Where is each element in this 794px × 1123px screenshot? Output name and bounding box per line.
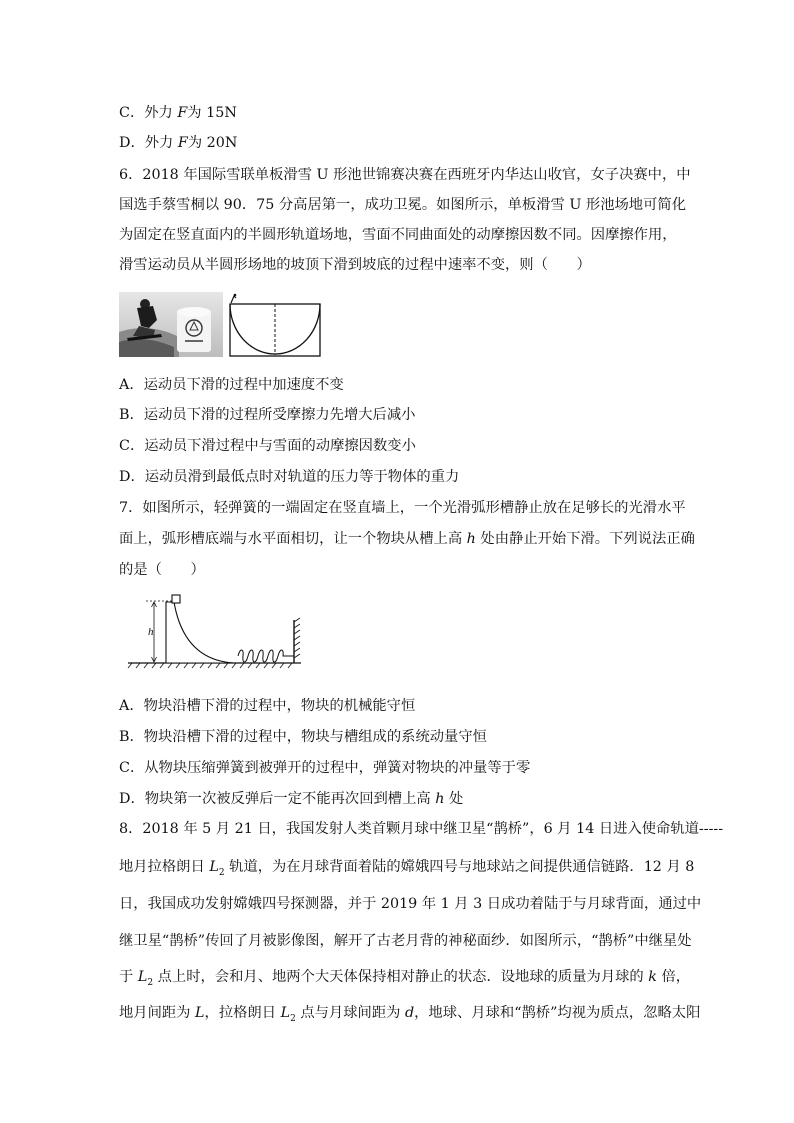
height-label: h [148, 626, 154, 638]
u-pipe-diagram [226, 292, 324, 358]
q6-option-a: A．运动员下滑的过程中加速度不变 [119, 377, 344, 393]
q7-stem-line-1: 7．如图所示，轻弹簧的一端固定在竖直墙上，一个光滑弧形槽静止放在足够长的光滑水平 [119, 500, 686, 516]
q7-stem-line-2: 面上，弧形槽底端与水平面相切，让一个物块从槽上高 h 处由静止开始下滑。下列说法正确 [119, 531, 695, 547]
q8-stem-line-1: 8．2018 年 5 月 21 日，我国发射人类首颗月球中继卫星“鹊桥”，6 月 14 日进入使命轨道----- [119, 821, 724, 837]
q8-stem-line-5: 于 $L_2$ 点上时，会和月、地两个大天体保持相对静止的状态．设地球的质量为月球的 k 倍， [119, 969, 691, 988]
q6-option-d: D．运动员滑到最低点时对轨道的压力等于物体的重力 [119, 469, 460, 485]
q5-option-c: C．外力 F为 15N [119, 105, 237, 121]
slot-spring-diagram [126, 590, 306, 670]
q6-stem-line-4: 滑雪运动员从半圆形场地的坡顶下滑到坡底的过程中速率不变，则（ ） [119, 257, 591, 273]
q6-option-b: B．运动员下滑的过程所受摩擦力先增大后减小 [119, 407, 416, 423]
q7-option-a: A．物块沿槽下滑的过程中，物块的机械能守恒 [119, 698, 416, 714]
q5-option-d: D．外力 F为 20N [119, 135, 238, 151]
q7-option-b: B．物块沿槽下滑的过程中，物块与槽组成的系统动量守恒 [119, 729, 487, 745]
q6-stem-line-2: 国选手蔡雪桐以 90．75 分高居第一，成功卫冕。如图所示，单板滑雪 U 形池场地可简化 [119, 197, 686, 213]
q8-stem-line-4: 继卫星“鹊桥”传回了月被影像图，解开了古老月背的神秘面纱．如图所示，“鹊桥”中继星处 [119, 933, 692, 949]
q8-stem-line-6: 地月间距为 L，拉格朗日 $L_2$ 点与月球间距为 d，地球、月球和“鹊桥”均视为质点，忽略太阳 [119, 1005, 701, 1024]
q7-stem-line-3: 的是（ ） [119, 562, 205, 578]
snowboarder-photo [119, 292, 223, 357]
q6-stem-line-1: 6．2018 年国际雪联单板滑雪 U 形池世锦赛决赛在西班牙内华达山收官，女子决赛中，中 [119, 167, 691, 183]
q7-option-d: D．物块第一次被反弹后一定不能再次回到槽上高 h 处 [119, 791, 464, 807]
q8-stem-line-3: 日，我国成功发射嫦娥四号探测器，并于 2019 年 1 月 3 日成功着陆于与月球背面，通过中 [119, 896, 702, 912]
q7-option-c: C．从物块压缩弹簧到被弹开的过程中，弹簧对物块的冲量等于零 [119, 760, 531, 776]
q6-stem-line-3: 为固定在竖直面内的半圆形轨道场地，雪面不同曲面处的动摩擦因数不同。因摩擦作用， [119, 227, 677, 243]
q8-stem-line-2: 地月拉格朗日 $L_2$ 轨道，为在月球背面着陆的嫦娥四号与地球站之间提供通信链路．12 月 8 [119, 859, 695, 878]
q6-option-c: C．运动员下滑过程中与雪面的动摩擦因数变小 [119, 438, 416, 454]
